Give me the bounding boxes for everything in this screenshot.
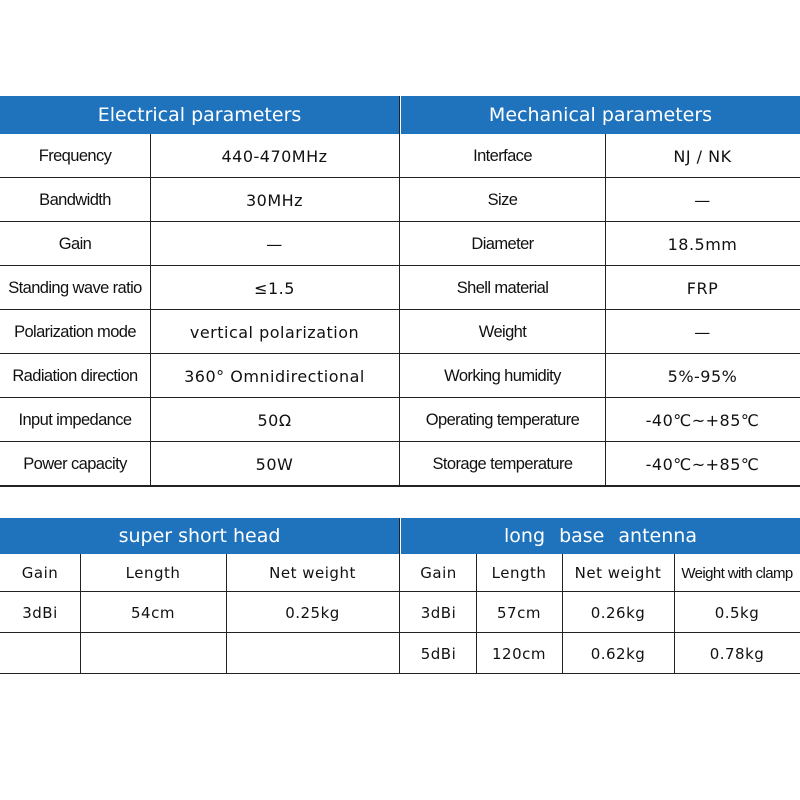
electrical-value-cell: 360° Omnidirectional (184, 366, 365, 386)
short-head-cell: 0.25kg (285, 603, 340, 622)
row-divider (0, 397, 800, 398)
row-divider (0, 632, 800, 633)
long-base-cell: 0.26kg (590, 603, 646, 622)
short-head-cell (80, 633, 226, 674)
electrical-label-cell: Gain (58, 234, 92, 253)
electrical-header (0, 96, 399, 134)
mechanical-header (401, 96, 800, 134)
short-head-column-header: Net weight (269, 564, 356, 582)
column-divider (399, 518, 400, 674)
mechanical-label-cell: Storage temperature (432, 454, 573, 473)
electrical-value-cell: 50Ω (257, 410, 292, 430)
column-divider (476, 554, 477, 674)
column-divider (226, 554, 227, 674)
long-base-title: long base antenna (504, 525, 697, 547)
row-divider (0, 177, 800, 178)
mechanical-value-cell: -40℃~+85℃ (645, 454, 760, 474)
electrical-label-cell: Power capacity (23, 454, 127, 473)
column-divider (562, 554, 563, 674)
long-base-cell: 3dBi (420, 603, 457, 622)
short-head-cell: 54cm (131, 603, 175, 622)
row-divider (0, 353, 800, 354)
mechanical-value-cell: — (694, 322, 711, 342)
electrical-label-cell: Polarization mode (14, 322, 136, 341)
electrical-value-cell: vertical polarization (189, 322, 360, 342)
electrical-value-cell: 30MHz (245, 190, 304, 210)
mechanical-label-cell: Operating temperature (425, 410, 580, 429)
short-head-header (0, 518, 399, 554)
row-divider (0, 221, 800, 222)
mechanical-value-cell: — (694, 190, 711, 210)
mechanical-value-cell: -40℃~+85℃ (645, 410, 760, 430)
long-base-cell: 5dBi (420, 644, 457, 663)
long-base-cell: 120cm (492, 644, 546, 663)
row-divider (0, 309, 800, 310)
short-head-column-header: Gain (21, 564, 59, 582)
short-head-cell (0, 633, 80, 674)
electrical-value-cell: ≤1.5 (254, 278, 295, 298)
mechanical-label-cell: Shell material (456, 278, 549, 297)
mechanical-title: Mechanical parameters (488, 104, 713, 126)
row-divider (0, 265, 800, 266)
short-head-cell: 3dBi (22, 603, 58, 622)
long-base-cell: 57cm (497, 603, 541, 622)
mechanical-value-cell: FRP (686, 278, 719, 298)
long-base-column-header: Length (491, 564, 547, 582)
long-base-cell: 0.78kg (709, 644, 765, 663)
mechanical-label-cell: Interface (473, 146, 532, 165)
electrical-label-cell: Input impedance (18, 410, 132, 429)
column-divider (399, 96, 400, 486)
long-base-column-header: Net weight (574, 564, 662, 582)
short-head-cell (226, 633, 399, 674)
electrical-label-cell: Frequency (38, 146, 112, 165)
row-divider (0, 441, 800, 442)
long-base-column-header: Weight with clamp (681, 564, 793, 582)
electrical-title: Electrical parameters (97, 104, 302, 126)
row-divider (0, 485, 800, 487)
mechanical-value-cell: NJ / NK (673, 146, 732, 166)
mechanical-label-cell: Diameter (471, 234, 534, 253)
long-base-cell: 0.62kg (590, 644, 646, 663)
short-head-column-header: Length (125, 564, 181, 582)
mechanical-label-cell: Working humidity (444, 366, 561, 385)
mechanical-value-cell: 18.5mm (667, 234, 738, 254)
row-divider (0, 591, 800, 592)
column-divider (150, 134, 151, 486)
mechanical-value-cell: 5%-95% (667, 366, 738, 386)
mechanical-label-cell: Weight (478, 322, 527, 341)
row-divider (0, 673, 800, 674)
column-divider (674, 554, 675, 674)
mechanical-label-cell: Size (487, 190, 518, 209)
long-base-cell: 0.5kg (714, 603, 760, 622)
long-base-column-header: Gain (420, 564, 457, 582)
electrical-value-cell: 440-470MHz (221, 146, 328, 166)
electrical-value-cell: 50W (255, 454, 294, 474)
electrical-label-cell: Bandwidth (39, 190, 111, 209)
electrical-value-cell: — (266, 234, 283, 254)
electrical-label-cell: Standing wave ratio (8, 278, 142, 297)
long-base-header (401, 518, 800, 554)
short-head-title: super short head (118, 525, 281, 547)
column-divider (80, 554, 81, 674)
column-divider (605, 134, 606, 486)
electrical-label-cell: Radiation direction (12, 366, 138, 385)
